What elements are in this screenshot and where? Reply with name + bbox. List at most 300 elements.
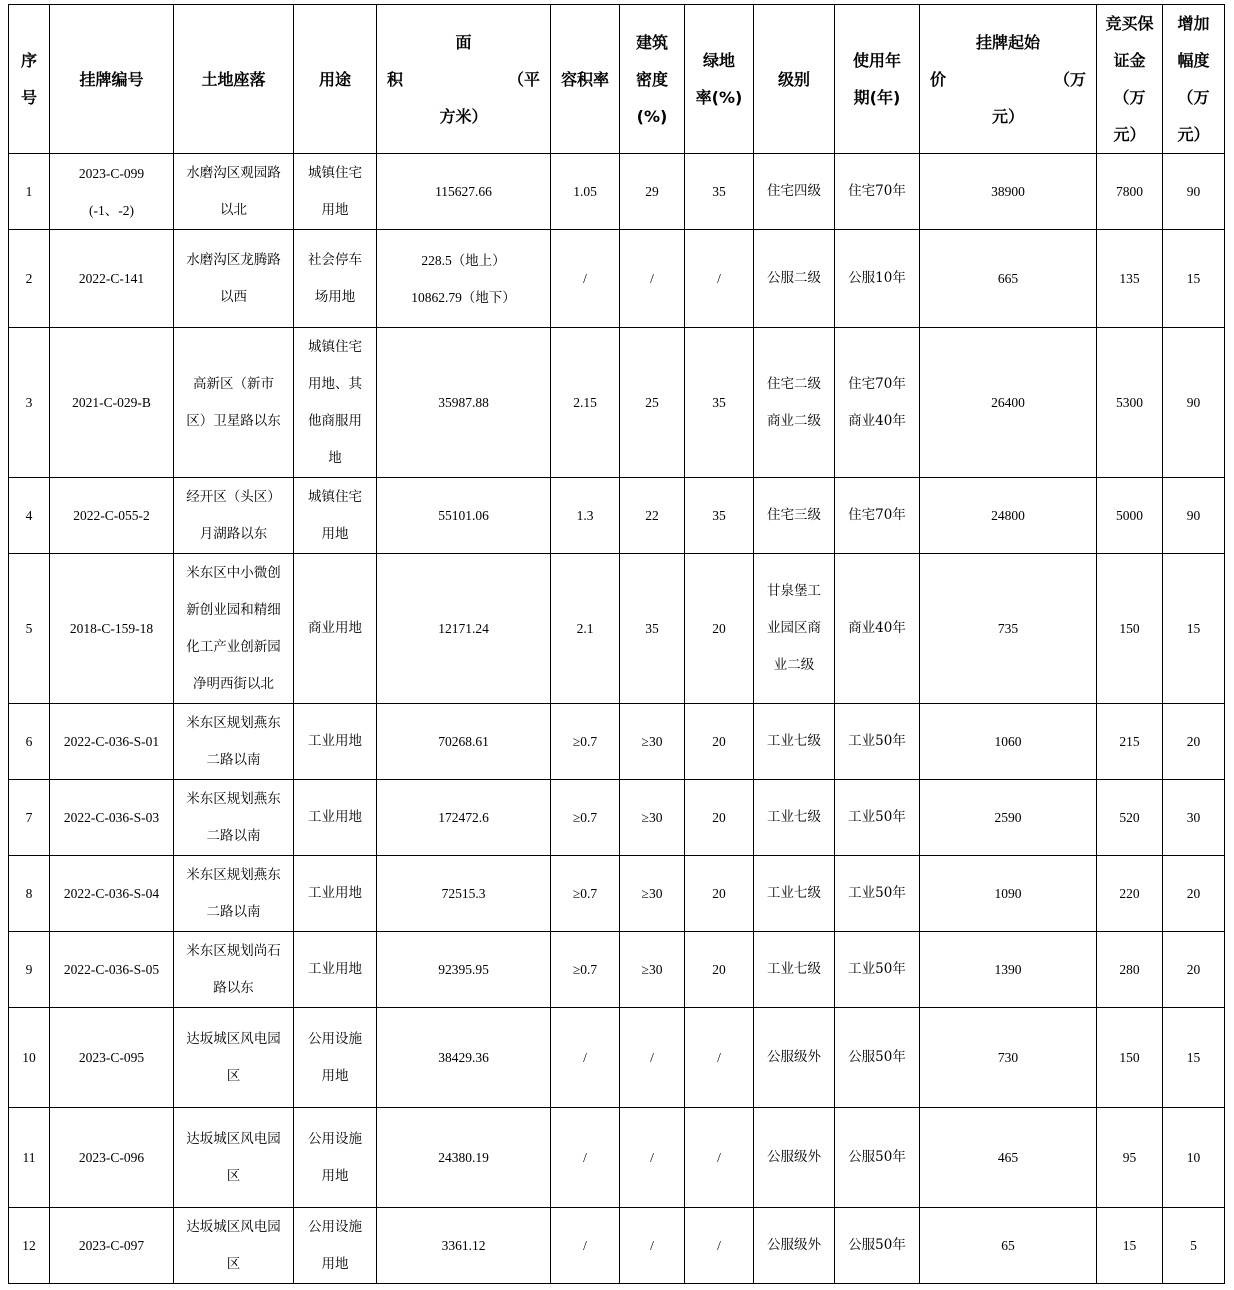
cell-code-text: 2018-C-159-18 bbox=[69, 621, 154, 636]
cell-deposit bbox=[1097, 154, 1163, 230]
cell-far-text: / bbox=[583, 1050, 587, 1065]
cell-code-text: 2022-C-141 bbox=[78, 271, 145, 286]
cell-use bbox=[294, 1008, 377, 1108]
cell-grade-text: 住宅四级 bbox=[767, 183, 821, 199]
cell-location bbox=[174, 1108, 294, 1208]
cell-green-text: 35 bbox=[712, 184, 726, 199]
cell-green bbox=[685, 230, 754, 328]
cell-term bbox=[835, 154, 920, 230]
cell-far bbox=[551, 704, 620, 780]
cell-use bbox=[294, 1108, 377, 1208]
cell-green-text: 20 bbox=[712, 886, 726, 901]
cell-price bbox=[920, 932, 1097, 1008]
cell-density-text: 35 bbox=[645, 621, 659, 636]
cell-code bbox=[50, 856, 174, 932]
cell-use-text: 工业用地 bbox=[308, 885, 362, 901]
cell-green bbox=[685, 1208, 754, 1284]
cell-green bbox=[685, 1108, 754, 1208]
cell-grade bbox=[754, 1008, 835, 1108]
cell-far-text: ≥0.7 bbox=[572, 962, 598, 977]
header-price bbox=[920, 5, 1097, 154]
cell-term-text: 公服10年 bbox=[848, 270, 906, 286]
cell-density bbox=[620, 478, 685, 554]
cell-far-text: / bbox=[583, 271, 587, 286]
cell-code bbox=[50, 1108, 174, 1208]
cell-seq bbox=[9, 1008, 50, 1108]
cell-seq-text: 11 bbox=[22, 1150, 36, 1165]
cell-increment bbox=[1163, 932, 1225, 1008]
cell-area bbox=[377, 154, 551, 230]
cell-far-text: / bbox=[583, 1238, 587, 1253]
cell-location-text: 达坂城区风电园 区 bbox=[186, 1030, 281, 1084]
cell-far bbox=[551, 554, 620, 704]
cell-use-text: 商业用地 bbox=[308, 620, 362, 636]
cell-seq-text: 10 bbox=[22, 1050, 36, 1065]
cell-density-text: 25 bbox=[645, 395, 659, 410]
cell-area bbox=[377, 1008, 551, 1108]
cell-seq bbox=[9, 328, 50, 478]
cell-area bbox=[377, 554, 551, 704]
cell-area-text: 172472.6 bbox=[438, 810, 489, 825]
cell-density bbox=[620, 932, 685, 1008]
cell-green-text: 20 bbox=[712, 962, 726, 977]
cell-area bbox=[377, 780, 551, 856]
cell-seq-text: 4 bbox=[25, 508, 33, 523]
cell-deposit-text: 520 bbox=[1119, 810, 1140, 825]
cell-area-text: 24380.19 bbox=[438, 1150, 489, 1165]
cell-price-text: 38900 bbox=[991, 184, 1025, 199]
cell-grade bbox=[754, 478, 835, 554]
cell-grade bbox=[754, 230, 835, 328]
cell-location bbox=[174, 780, 294, 856]
cell-term-text: 公服50年 bbox=[848, 1237, 906, 1253]
cell-density-text: 22 bbox=[645, 508, 659, 523]
cell-green bbox=[685, 154, 754, 230]
cell-price bbox=[920, 704, 1097, 780]
cell-density-text: 29 bbox=[645, 184, 659, 199]
cell-density bbox=[620, 704, 685, 780]
cell-use bbox=[294, 230, 377, 328]
cell-location bbox=[174, 478, 294, 554]
cell-area bbox=[377, 932, 551, 1008]
table-row bbox=[9, 554, 1225, 704]
cell-far-text: ≥0.7 bbox=[572, 734, 598, 749]
cell-price-text: 1090 bbox=[994, 886, 1022, 901]
cell-price bbox=[920, 230, 1097, 328]
header-price-top: 挂牌起始 bbox=[975, 32, 1040, 52]
header-area-left: 积 bbox=[387, 69, 404, 89]
cell-code-text: 2022-C-036-S-05 bbox=[63, 962, 160, 977]
cell-use-text: 城镇住宅 用地 bbox=[308, 488, 362, 542]
cell-price-text: 665 bbox=[997, 271, 1019, 286]
cell-grade-text: 工业七级 bbox=[767, 809, 821, 825]
cell-increment bbox=[1163, 478, 1225, 554]
cell-seq bbox=[9, 856, 50, 932]
cell-grade-text: 工业七级 bbox=[767, 961, 821, 977]
cell-green bbox=[685, 780, 754, 856]
cell-seq-text: 6 bbox=[25, 734, 33, 749]
cell-increment-text: 20 bbox=[1186, 886, 1201, 901]
cell-far-text: 1.3 bbox=[576, 508, 594, 523]
cell-term bbox=[835, 932, 920, 1008]
cell-location-text: 米东区规划燕东 二路以南 bbox=[186, 866, 281, 920]
cell-use-text: 社会停车 场用地 bbox=[308, 251, 362, 305]
cell-price bbox=[920, 856, 1097, 932]
header-far: 容积率 bbox=[551, 5, 620, 154]
cell-increment-text: 20 bbox=[1186, 734, 1201, 749]
cell-density-text: / bbox=[650, 1150, 654, 1165]
cell-increment-text: 10 bbox=[1186, 1150, 1201, 1165]
cell-density-text: / bbox=[650, 271, 654, 286]
cell-area bbox=[377, 230, 551, 328]
header-price-mid bbox=[924, 61, 1092, 98]
cell-term bbox=[835, 1208, 920, 1284]
cell-price bbox=[920, 328, 1097, 478]
cell-seq bbox=[9, 478, 50, 554]
table-row bbox=[9, 780, 1225, 856]
header-area-top: 面 bbox=[455, 32, 472, 52]
cell-term-text: 公服50年 bbox=[848, 1049, 906, 1065]
cell-grade-text: 工业七级 bbox=[767, 733, 821, 749]
cell-seq-text: 7 bbox=[25, 810, 33, 825]
cell-code bbox=[50, 554, 174, 704]
cell-deposit-text: 215 bbox=[1119, 734, 1140, 749]
cell-code bbox=[50, 478, 174, 554]
cell-area bbox=[377, 856, 551, 932]
cell-green-text: 20 bbox=[712, 734, 726, 749]
header-location: 土地座落 bbox=[174, 5, 294, 154]
header-use: 用途 bbox=[294, 5, 377, 154]
cell-area bbox=[377, 704, 551, 780]
cell-term-text: 商业40年 bbox=[848, 620, 906, 636]
cell-far bbox=[551, 856, 620, 932]
cell-location-text: 水磨沟区观园路 以北 bbox=[186, 164, 281, 218]
cell-increment-text: 5 bbox=[1190, 1238, 1197, 1253]
table-row bbox=[9, 1208, 1225, 1284]
cell-increment bbox=[1163, 856, 1225, 932]
cell-increment-text: 15 bbox=[1186, 621, 1201, 636]
cell-far bbox=[551, 780, 620, 856]
cell-green bbox=[685, 856, 754, 932]
cell-deposit bbox=[1097, 554, 1163, 704]
cell-term-text: 工业50年 bbox=[848, 961, 906, 977]
cell-far bbox=[551, 1208, 620, 1284]
cell-density bbox=[620, 856, 685, 932]
cell-grade bbox=[754, 780, 835, 856]
cell-term-text: 工业50年 bbox=[848, 809, 906, 825]
cell-location bbox=[174, 328, 294, 478]
cell-deposit bbox=[1097, 478, 1163, 554]
header-deposit: 竞买保 证金 （万 元） bbox=[1097, 5, 1163, 154]
cell-price-text: 1060 bbox=[994, 734, 1022, 749]
table-row bbox=[9, 328, 1225, 478]
cell-far bbox=[551, 1008, 620, 1108]
cell-code-text: 2023-C-095 bbox=[78, 1050, 145, 1065]
cell-term-text: 工业50年 bbox=[848, 885, 906, 901]
cell-deposit-text: 15 bbox=[1122, 1238, 1137, 1253]
cell-code-text: 2022-C-036-S-01 bbox=[63, 734, 160, 749]
cell-grade-text: 甘泉堡工 业园区商 业二级 bbox=[767, 583, 821, 673]
table-body bbox=[9, 154, 1225, 1284]
cell-price bbox=[920, 554, 1097, 704]
cell-use-text: 工业用地 bbox=[308, 809, 362, 825]
cell-code-text: 2022-C-036-S-03 bbox=[63, 810, 160, 825]
cell-seq-text: 2 bbox=[25, 271, 33, 286]
cell-term bbox=[835, 328, 920, 478]
cell-location bbox=[174, 856, 294, 932]
cell-term bbox=[835, 1108, 920, 1208]
cell-deposit bbox=[1097, 328, 1163, 478]
cell-far-text: / bbox=[583, 1150, 587, 1165]
cell-increment-text: 90 bbox=[1186, 508, 1201, 523]
cell-seq bbox=[9, 1208, 50, 1284]
cell-deposit-text: 280 bbox=[1119, 962, 1140, 977]
cell-location-text: 米东区中小微创 新创业园和精细 化工产业创新园 净明西街以北 bbox=[186, 564, 281, 692]
cell-term bbox=[835, 478, 920, 554]
cell-density-text: ≥30 bbox=[641, 886, 663, 901]
cell-increment-text: 90 bbox=[1186, 395, 1201, 410]
cell-location-text: 高新区（新市 区）卫星路以东 bbox=[186, 375, 281, 429]
cell-density bbox=[620, 1008, 685, 1108]
cell-use bbox=[294, 328, 377, 478]
cell-deposit-text: 7800 bbox=[1116, 184, 1143, 199]
cell-area-text: 228.5（地上） 10862.79（地下） bbox=[411, 252, 516, 305]
cell-increment bbox=[1163, 1208, 1225, 1284]
header-density: 建筑 密度 (%) bbox=[620, 5, 685, 154]
cell-use bbox=[294, 1208, 377, 1284]
cell-green-text: / bbox=[717, 1238, 721, 1253]
cell-use bbox=[294, 554, 377, 704]
cell-code bbox=[50, 932, 174, 1008]
table-row bbox=[9, 154, 1225, 230]
cell-area-text: 12171.24 bbox=[438, 621, 489, 636]
cell-term bbox=[835, 856, 920, 932]
cell-far-text: 2.1 bbox=[576, 621, 594, 636]
cell-code bbox=[50, 1008, 174, 1108]
cell-deposit-text: 95 bbox=[1122, 1150, 1137, 1165]
cell-grade bbox=[754, 554, 835, 704]
cell-deposit bbox=[1097, 1108, 1163, 1208]
cell-far-text: 2.15 bbox=[573, 395, 597, 410]
cell-seq bbox=[9, 230, 50, 328]
cell-grade bbox=[754, 856, 835, 932]
cell-use bbox=[294, 704, 377, 780]
cell-location-text: 水磨沟区龙腾路 以西 bbox=[186, 251, 281, 305]
cell-deposit bbox=[1097, 704, 1163, 780]
cell-green-text: 35 bbox=[712, 508, 726, 523]
table-row bbox=[9, 856, 1225, 932]
cell-area-text: 72515.3 bbox=[441, 886, 486, 901]
header-area-bottom: 方米） bbox=[439, 106, 488, 126]
cell-density bbox=[620, 780, 685, 856]
cell-grade bbox=[754, 932, 835, 1008]
cell-green bbox=[685, 704, 754, 780]
cell-increment bbox=[1163, 328, 1225, 478]
cell-seq-text: 9 bbox=[25, 962, 33, 977]
cell-deposit-text: 220 bbox=[1119, 886, 1140, 901]
cell-increment bbox=[1163, 780, 1225, 856]
cell-density bbox=[620, 1208, 685, 1284]
cell-code-text: 2023-C-096 bbox=[78, 1150, 145, 1165]
cell-green-text: 35 bbox=[712, 395, 726, 410]
cell-price-text: 26400 bbox=[991, 395, 1025, 410]
cell-location-text: 达坂城区风电园 区 bbox=[186, 1130, 281, 1184]
cell-seq-text: 5 bbox=[25, 621, 33, 636]
cell-deposit-text: 150 bbox=[1119, 621, 1140, 636]
cell-far bbox=[551, 230, 620, 328]
cell-seq bbox=[9, 780, 50, 856]
cell-code-text: 2023-C-097 bbox=[78, 1238, 145, 1253]
header-increment: 增加 幅度 （万 元） bbox=[1163, 5, 1225, 154]
cell-grade-text: 公服级外 bbox=[767, 1149, 821, 1165]
cell-location bbox=[174, 704, 294, 780]
cell-location-text: 米东区规划燕东 二路以南 bbox=[186, 790, 281, 844]
cell-use bbox=[294, 154, 377, 230]
header-grade: 级别 bbox=[754, 5, 835, 154]
cell-price-text: 2590 bbox=[994, 810, 1022, 825]
cell-far bbox=[551, 478, 620, 554]
cell-term bbox=[835, 554, 920, 704]
cell-area-text: 55101.06 bbox=[438, 508, 489, 523]
cell-term-text: 工业50年 bbox=[848, 733, 906, 749]
cell-code bbox=[50, 780, 174, 856]
cell-location-text: 米东区规划燕东 二路以南 bbox=[186, 714, 281, 768]
cell-increment bbox=[1163, 230, 1225, 328]
cell-grade bbox=[754, 1108, 835, 1208]
cell-grade-text: 公服级外 bbox=[767, 1049, 821, 1065]
cell-area bbox=[377, 328, 551, 478]
cell-grade bbox=[754, 328, 835, 478]
cell-use bbox=[294, 856, 377, 932]
cell-green bbox=[685, 554, 754, 704]
cell-location-text: 达坂城区风电园 区 bbox=[186, 1218, 281, 1272]
cell-increment bbox=[1163, 1008, 1225, 1108]
cell-seq bbox=[9, 704, 50, 780]
cell-deposit-text: 135 bbox=[1119, 271, 1140, 286]
cell-term bbox=[835, 1008, 920, 1108]
cell-code-text: 2022-C-036-S-04 bbox=[63, 886, 160, 901]
cell-green-text: 20 bbox=[712, 621, 726, 636]
cell-code-text: 2021-C-029-B bbox=[72, 395, 151, 410]
cell-increment bbox=[1163, 554, 1225, 704]
cell-location bbox=[174, 230, 294, 328]
header-area-right: （平 bbox=[507, 69, 540, 89]
cell-use-text: 公用设施 用地 bbox=[308, 1130, 362, 1184]
cell-area-text: 70268.61 bbox=[438, 734, 489, 749]
cell-grade-text: 公服二级 bbox=[767, 270, 821, 286]
cell-term-text: 住宅70年 bbox=[848, 183, 906, 199]
cell-price bbox=[920, 780, 1097, 856]
header-area-mid bbox=[381, 61, 546, 98]
cell-area-text: 115627.66 bbox=[435, 184, 492, 199]
cell-far-text: ≥0.7 bbox=[572, 886, 598, 901]
cell-increment-text: 90 bbox=[1186, 184, 1201, 199]
cell-price-text: 24800 bbox=[991, 508, 1025, 523]
cell-seq-text: 8 bbox=[25, 886, 33, 901]
cell-code-text: 2023-C-099 (-1、-2) bbox=[78, 165, 145, 218]
cell-area-text: 38429.36 bbox=[438, 1050, 489, 1065]
cell-seq bbox=[9, 154, 50, 230]
cell-use-text: 公用设施 用地 bbox=[308, 1218, 362, 1272]
table-row bbox=[9, 478, 1225, 554]
cell-grade-text: 住宅二级 商业二级 bbox=[767, 375, 821, 429]
land-listing-table bbox=[8, 4, 1225, 1284]
cell-green bbox=[685, 1008, 754, 1108]
cell-deposit bbox=[1097, 856, 1163, 932]
cell-area bbox=[377, 1208, 551, 1284]
cell-density-text: / bbox=[650, 1238, 654, 1253]
cell-term-text: 公服50年 bbox=[848, 1149, 906, 1165]
cell-use-text: 工业用地 bbox=[308, 961, 362, 977]
cell-far bbox=[551, 932, 620, 1008]
cell-deposit-text: 5000 bbox=[1116, 508, 1143, 523]
cell-density bbox=[620, 1108, 685, 1208]
cell-density-text: ≥30 bbox=[641, 962, 663, 977]
cell-seq-text: 3 bbox=[25, 395, 33, 410]
cell-location bbox=[174, 1008, 294, 1108]
cell-green bbox=[685, 328, 754, 478]
cell-increment-text: 30 bbox=[1186, 810, 1201, 825]
cell-area bbox=[377, 1108, 551, 1208]
header-code: 挂牌编号 bbox=[50, 5, 174, 154]
cell-density bbox=[620, 328, 685, 478]
cell-use-text: 城镇住宅 用地、其 他商服用 地 bbox=[308, 338, 362, 466]
cell-density-text: / bbox=[650, 1050, 654, 1065]
cell-density-text: ≥30 bbox=[641, 734, 663, 749]
cell-term bbox=[835, 704, 920, 780]
cell-code bbox=[50, 154, 174, 230]
cell-price-text: 465 bbox=[997, 1150, 1019, 1165]
cell-use-text: 城镇住宅 用地 bbox=[308, 164, 362, 218]
cell-green-text: 20 bbox=[712, 810, 726, 825]
cell-deposit-text: 5300 bbox=[1116, 395, 1143, 410]
cell-term bbox=[835, 230, 920, 328]
table-row bbox=[9, 230, 1225, 328]
cell-increment-text: 15 bbox=[1186, 271, 1201, 286]
table-row bbox=[9, 932, 1225, 1008]
cell-increment bbox=[1163, 154, 1225, 230]
cell-grade bbox=[754, 704, 835, 780]
cell-deposit bbox=[1097, 780, 1163, 856]
cell-code bbox=[50, 230, 174, 328]
cell-location-text: 经开区（头区） 月湖路以东 bbox=[186, 488, 281, 542]
cell-deposit-text: 150 bbox=[1119, 1050, 1140, 1065]
cell-green-text: / bbox=[717, 1050, 721, 1065]
cell-green bbox=[685, 478, 754, 554]
header-area bbox=[377, 5, 551, 154]
cell-green-text: / bbox=[717, 1150, 721, 1165]
cell-price-text: 1390 bbox=[994, 962, 1022, 977]
cell-use bbox=[294, 932, 377, 1008]
table-row bbox=[9, 1008, 1225, 1108]
cell-price bbox=[920, 1108, 1097, 1208]
cell-density-text: ≥30 bbox=[641, 810, 663, 825]
cell-seq bbox=[9, 554, 50, 704]
cell-area-text: 92395.95 bbox=[438, 962, 489, 977]
cell-use-text: 公用设施 用地 bbox=[308, 1030, 362, 1084]
cell-price bbox=[920, 1008, 1097, 1108]
header-price-left: 价 bbox=[930, 69, 947, 89]
cell-seq bbox=[9, 1108, 50, 1208]
cell-deposit bbox=[1097, 1008, 1163, 1108]
cell-price-text: 735 bbox=[997, 621, 1019, 636]
cell-code-text: 2022-C-055-2 bbox=[73, 508, 150, 523]
cell-code bbox=[50, 704, 174, 780]
cell-code bbox=[50, 328, 174, 478]
cell-deposit bbox=[1097, 1208, 1163, 1284]
cell-increment bbox=[1163, 704, 1225, 780]
cell-far bbox=[551, 1108, 620, 1208]
